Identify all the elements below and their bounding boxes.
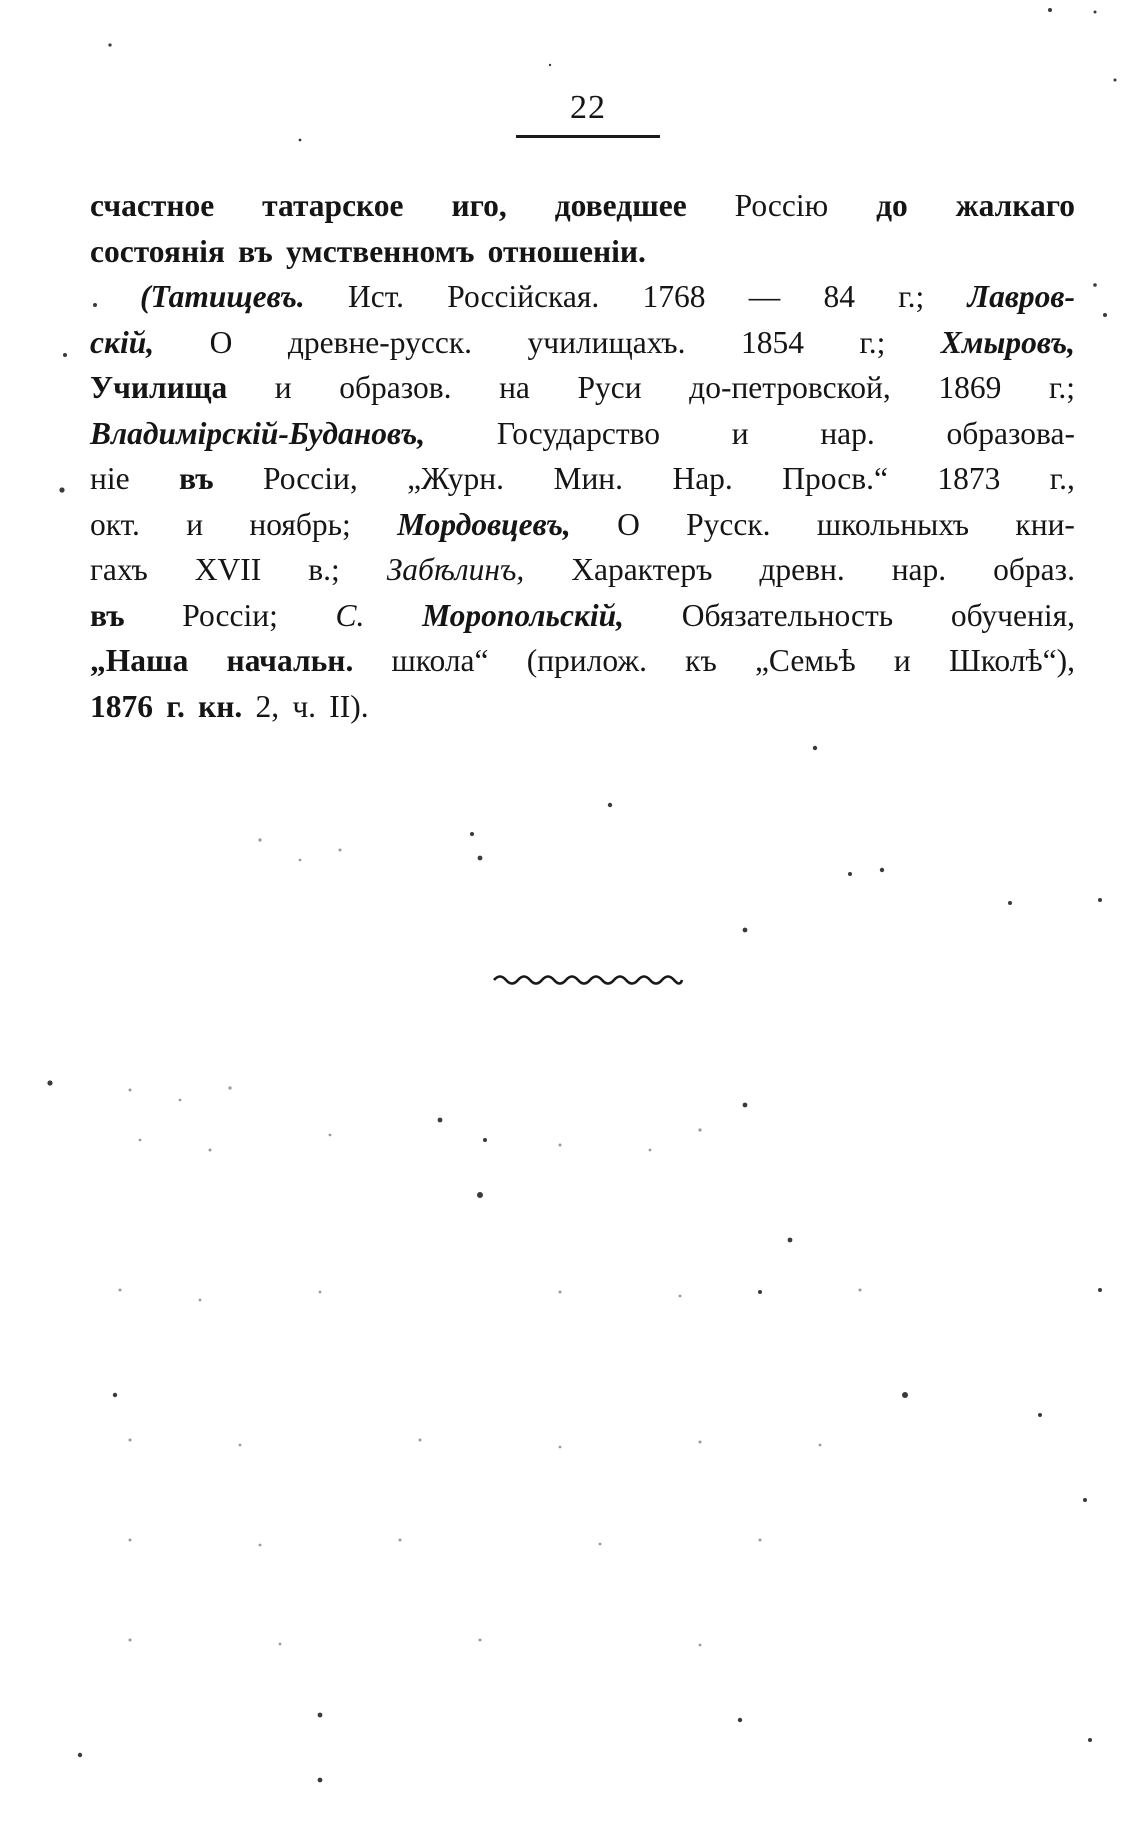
page-number-rule [516, 135, 660, 138]
text-word: Нар. [672, 461, 733, 496]
text-word: Владимірскій-Будановъ, [90, 415, 426, 451]
text-word: XVII [194, 552, 262, 587]
text-line [90, 274, 1075, 320]
text-word: Школѣ“), [948, 643, 1075, 678]
text-word: Просв.“ [782, 461, 888, 496]
text-word: О [209, 324, 233, 360]
text-word: въ [90, 597, 125, 633]
text-word: „Журн. [407, 461, 505, 496]
text-line [90, 502, 1075, 548]
text-word: г.; [898, 279, 925, 314]
text-word: школа“ [391, 643, 489, 678]
text-line [90, 684, 1075, 730]
text-word: 1869 [938, 370, 1002, 405]
text-word: доведшее [554, 188, 687, 223]
text-word: Ист. [347, 279, 404, 314]
text-word: училищахъ. [527, 324, 686, 360]
text-word: нар. [891, 552, 947, 587]
text-word: до [876, 188, 908, 223]
text-word: (Татищевъ. [140, 279, 305, 314]
text-word: къ [685, 643, 717, 678]
text-word: Хмыровъ, [940, 324, 1075, 360]
text-word: кни- [1015, 506, 1075, 542]
text-word: въ [179, 461, 214, 496]
text-word: Училища [90, 370, 228, 405]
text-word: 2, [255, 688, 280, 724]
text-word: татарское [262, 188, 404, 223]
text-word: Моропольскій, [422, 597, 625, 633]
text-word: и [186, 506, 204, 542]
text-word: Забѣлинъ, [386, 552, 525, 587]
text-word: г.; [1048, 370, 1075, 405]
text-line [90, 320, 1075, 366]
text-line [90, 365, 1075, 411]
text-word: Россійская. [447, 279, 600, 314]
text-word: до-петровской, [689, 370, 891, 405]
text-word: С. [335, 597, 365, 633]
wavy-divider [492, 972, 684, 988]
text-line [90, 456, 1075, 502]
text-word: и [274, 370, 292, 405]
text-word: Обязательность [681, 597, 894, 633]
text-word: древн. [759, 552, 845, 587]
text-word: въ [238, 233, 273, 269]
text-word: г., [1049, 461, 1075, 496]
text-word: счастное [90, 188, 215, 223]
text-word: гахъ [90, 552, 148, 587]
text-word: г.; [859, 324, 886, 360]
text-word: образов. [339, 370, 452, 405]
text-word: ч. [292, 688, 317, 724]
text-word: скій, [90, 324, 155, 360]
text-word: и [731, 415, 749, 451]
text-word: Русск. [686, 506, 771, 542]
text-word: Руси [577, 370, 642, 405]
text-word: Мордовцевъ, [397, 506, 571, 542]
text-word: „Семьѣ [754, 643, 856, 678]
text-word: Государство [496, 415, 661, 451]
text-line [90, 593, 1075, 639]
text-word: г. [166, 688, 185, 724]
text-word: 1768 [642, 279, 706, 314]
text-line [90, 183, 1075, 229]
text-word: окт. [90, 506, 140, 542]
text-word: II). [329, 688, 369, 724]
text-word: умственномъ [285, 233, 475, 269]
text-word: образова- [946, 415, 1075, 451]
text-word: начальн. [226, 643, 354, 678]
text-line [90, 229, 1075, 275]
text-word: обученія, [950, 597, 1075, 633]
text-word: ніе [90, 461, 130, 496]
text-word: состоянія [90, 233, 225, 269]
text-word: нар. [820, 415, 875, 451]
text-word: древне-русск. [287, 324, 472, 360]
text-word: О [617, 506, 640, 542]
text-word: Россіи; [182, 597, 278, 633]
text-word: (прилож. [526, 643, 647, 678]
text-word: кн. [198, 688, 243, 724]
text-word: 84 [823, 279, 855, 314]
text-word: на [499, 370, 530, 405]
text-line [90, 638, 1075, 684]
text-word: образ. [993, 552, 1075, 587]
text-word: и [893, 643, 911, 678]
text-word: 1876 [90, 688, 153, 724]
text-word: — [748, 279, 781, 314]
text-word: „Наша [90, 643, 189, 678]
text-word: отношеніи. [487, 233, 646, 269]
body-text [90, 183, 1075, 729]
text-word: жалкаго [955, 188, 1075, 223]
text-word: Характеръ [571, 552, 713, 587]
page-number: 22 [570, 89, 606, 126]
text-word: 1854 [740, 324, 804, 360]
text-word: 1873 [937, 461, 1001, 496]
text-line [90, 547, 1075, 593]
text-word: иго, [451, 188, 507, 223]
text-word: Лавров- [967, 279, 1075, 314]
text-word: Мин. [553, 461, 624, 496]
text-word: Россіи, [263, 461, 358, 496]
text-line [90, 411, 1075, 457]
text-word: в.; [308, 552, 340, 587]
text-word: ноябрь; [249, 506, 351, 542]
text-word: Россію [734, 188, 829, 223]
text-word: школьныхъ [816, 506, 970, 542]
